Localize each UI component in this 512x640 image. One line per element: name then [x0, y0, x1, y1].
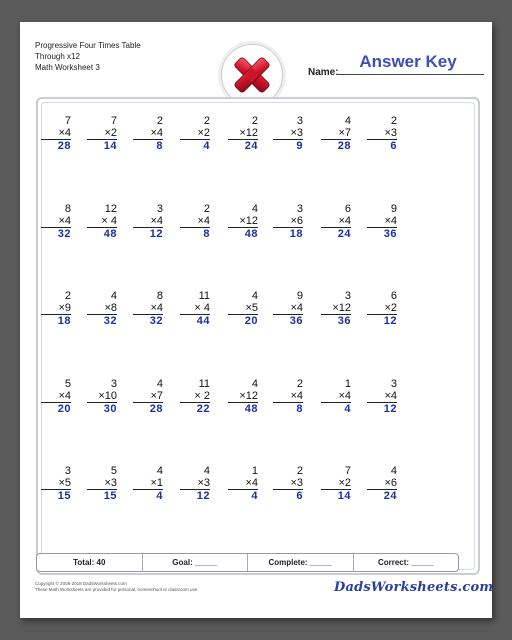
problem	[133, 203, 163, 241]
problem-multiplier: ×3	[273, 127, 303, 140]
red-x-icon	[230, 53, 274, 97]
problem-top-number: 7	[344, 465, 351, 477]
name-underline	[338, 74, 484, 75]
problem-answer: 15	[103, 490, 117, 502]
problem-answer: 12	[196, 490, 210, 502]
problem-top-number: 12	[104, 203, 117, 215]
problem-answer: 36	[383, 228, 397, 240]
problem-multiplier: ×4	[321, 390, 351, 403]
problem-top-number: 6	[344, 203, 351, 215]
problem-multiplier: ×3	[180, 477, 210, 490]
problem-top-number: 2	[296, 378, 303, 390]
problem	[133, 290, 163, 328]
worksheet-title	[35, 40, 141, 73]
problem-multiplier: ×5	[41, 477, 71, 490]
problem-multiplier: ×2	[367, 302, 397, 315]
problem-top-number: 4	[156, 378, 163, 390]
problem-answer: 36	[289, 315, 303, 327]
problem-top-number: 9	[296, 290, 303, 302]
problem-top-number: 1	[344, 378, 351, 390]
problem	[41, 290, 71, 328]
problem-answer: 4	[344, 403, 351, 415]
problem-top-number: 4	[344, 115, 351, 127]
problem-answer: 18	[57, 315, 71, 327]
problem-answer: 48	[244, 228, 258, 240]
problem-answer: 14	[337, 490, 351, 502]
problem-multiplier: ×5	[228, 302, 258, 315]
problem	[273, 115, 303, 153]
problem-answer: 9	[296, 140, 303, 152]
problem-multiplier: ×1	[133, 477, 163, 490]
problem-multiplier: ×4	[228, 477, 258, 490]
problem-multiplier: ×4	[133, 215, 163, 228]
problem	[228, 378, 258, 416]
problem-answer: 32	[57, 228, 71, 240]
dadsworksheets-logo[interactable]: DadsWorksheets.com	[334, 580, 494, 595]
problem-multiplier: ×2	[321, 477, 351, 490]
problem-top-number: 3	[344, 290, 351, 302]
problem-top-number: 2	[390, 115, 397, 127]
problem	[367, 290, 397, 328]
problem-answer: 30	[103, 403, 117, 415]
problem-answer: 32	[103, 315, 117, 327]
problem-answer: 28	[337, 140, 351, 152]
problem-multiplier: ×4	[41, 215, 71, 228]
problem	[273, 203, 303, 241]
problem-multiplier: ×8	[87, 302, 117, 315]
problem-multiplier: ×4	[367, 215, 397, 228]
problem-multiplier: ×12	[228, 127, 258, 140]
problem-multiplier: ×12	[228, 215, 258, 228]
problem-answer: 12	[149, 228, 163, 240]
problem-top-number: 11	[198, 378, 210, 390]
problem	[367, 203, 397, 241]
problem-answer: 24	[337, 228, 351, 240]
problem-multiplier: × 2	[180, 390, 210, 403]
problem	[180, 465, 210, 503]
problem	[87, 465, 117, 503]
correct-cell: Correct: _____	[377, 558, 434, 567]
problem-multiplier: × 4	[87, 215, 117, 228]
problem-multiplier: ×4	[321, 215, 351, 228]
problem-top-number: 3	[390, 378, 397, 390]
problem	[180, 378, 210, 416]
problem-answer: 18	[289, 228, 303, 240]
problem-answer: 15	[57, 490, 71, 502]
problem-multiplier: ×7	[133, 390, 163, 403]
problem-top-number: 3	[156, 203, 163, 215]
problem-top-number: 4	[251, 203, 258, 215]
problem-answer: 24	[244, 140, 258, 152]
problem-answer: 28	[149, 403, 163, 415]
problem-top-number: 2	[203, 203, 210, 215]
problem-multiplier: ×7	[321, 127, 351, 140]
problem-top-number: 5	[64, 378, 71, 390]
problem-answer: 28	[57, 140, 71, 152]
problem	[273, 378, 303, 416]
problem-answer: 36	[337, 315, 351, 327]
problem-answer: 4	[251, 490, 258, 502]
problem-answer: 24	[383, 490, 397, 502]
problem-multiplier: ×4	[273, 302, 303, 315]
problem-answer: 6	[296, 490, 303, 502]
problem-answer: 22	[196, 403, 210, 415]
problem-multiplier: ×12	[228, 390, 258, 403]
problem-top-number: 9	[390, 203, 397, 215]
problem-top-number: 2	[156, 115, 163, 127]
problem-top-number: 2	[203, 115, 210, 127]
problem	[367, 115, 397, 153]
problem	[87, 115, 117, 153]
problem	[133, 378, 163, 416]
problem-multiplier: ×9	[41, 302, 71, 315]
problem	[321, 203, 351, 241]
problem-multiplier: ×4	[133, 302, 163, 315]
problem	[321, 378, 351, 416]
copyright-text: Copyright © 2008-2018 DadsWorksheets.com	[35, 581, 127, 586]
problem-top-number: 4	[390, 465, 397, 477]
problem	[228, 465, 258, 503]
answer-key-text: Answer Key	[359, 52, 457, 71]
problem-multiplier: ×3	[273, 477, 303, 490]
problems-panel	[36, 97, 480, 575]
problem-answer: 6	[390, 140, 397, 152]
problem	[321, 290, 351, 328]
problem-top-number: 4	[251, 290, 258, 302]
problem-top-number: 3	[296, 115, 303, 127]
problem-multiplier: ×2	[87, 127, 117, 140]
complete-cell: Complete: _____	[248, 554, 354, 571]
problem	[41, 115, 71, 153]
problem-answer: 12	[383, 403, 397, 415]
problem-top-number: 4	[110, 290, 117, 302]
problem-answer: 4	[203, 140, 210, 152]
problem	[87, 203, 117, 241]
problem-multiplier: ×4	[367, 390, 397, 403]
problem	[273, 290, 303, 328]
problem-answer: 20	[244, 315, 258, 327]
problem	[228, 203, 258, 241]
problem	[228, 290, 258, 328]
problem-top-number: 2	[251, 115, 258, 127]
problem-multiplier: ×4	[41, 127, 71, 140]
worksheet-page	[20, 22, 492, 618]
problem-top-number: 6	[390, 290, 397, 302]
problem	[180, 203, 210, 241]
problem-multiplier: ×6	[367, 477, 397, 490]
title-line-2: Through x12	[35, 52, 80, 61]
problem-top-number: 5	[110, 465, 117, 477]
title-line-3: Math Worksheet 3	[35, 63, 100, 72]
problem-multiplier: ×3	[87, 477, 117, 490]
footer-text	[35, 581, 199, 593]
problem-answer: 48	[244, 403, 258, 415]
problem-multiplier: ×4	[41, 390, 71, 403]
problem	[41, 378, 71, 416]
problem	[133, 465, 163, 503]
problem-multiplier: ×4	[180, 215, 210, 228]
problem-answer: 48	[103, 228, 117, 240]
problem-answer: 32	[149, 315, 163, 327]
name-label: Name:	[308, 67, 339, 78]
problem-top-number: 8	[156, 290, 163, 302]
problem	[321, 115, 351, 153]
problem-top-number: 3	[110, 378, 117, 390]
goal-cell: Goal: _____	[143, 554, 249, 571]
problem-multiplier: ×12	[321, 302, 351, 315]
problem	[133, 115, 163, 153]
problem	[321, 465, 351, 503]
problem-top-number: 2	[64, 290, 71, 302]
problem	[41, 465, 71, 503]
problem-top-number: 4	[156, 465, 163, 477]
problem-top-number: 7	[64, 115, 71, 127]
problem	[180, 290, 210, 328]
problem-top-number: 2	[296, 465, 303, 477]
problem-multiplier: × 4	[180, 302, 210, 315]
problem-answer: 14	[103, 140, 117, 152]
problem-top-number: 11	[198, 290, 210, 302]
usage-text: These Math Worksheets are provided for personal, homeschool or classroom use.	[35, 587, 199, 592]
problem	[367, 465, 397, 503]
problem-top-number: 4	[251, 378, 258, 390]
problem-answer: 8	[296, 403, 303, 415]
problem-top-number: 1	[251, 465, 258, 477]
problem	[41, 203, 71, 241]
problem-multiplier: ×2	[180, 127, 210, 140]
problem	[228, 115, 258, 153]
problem-top-number: 7	[110, 115, 117, 127]
problem-answer: 8	[203, 228, 210, 240]
problem	[180, 115, 210, 153]
problem-multiplier: ×4	[273, 390, 303, 403]
problem	[87, 378, 117, 416]
problem-answer: 12	[383, 315, 397, 327]
problem-answer: 4	[156, 490, 163, 502]
problem	[87, 290, 117, 328]
problem-top-number: 4	[203, 465, 210, 477]
title-line-1: Progressive Four Times Table	[35, 41, 141, 50]
total-cell: Total: 40	[37, 554, 143, 571]
problem-multiplier: ×4	[133, 127, 163, 140]
problem-multiplier: ×10	[87, 390, 117, 403]
problem-top-number: 3	[64, 465, 71, 477]
score-bar	[36, 553, 459, 572]
problem-top-number: 3	[296, 203, 303, 215]
problem-multiplier: ×6	[273, 215, 303, 228]
problem	[273, 465, 303, 503]
problem-answer: 44	[196, 315, 210, 327]
problem-multiplier: ×3	[367, 127, 397, 140]
problem-top-number: 8	[64, 203, 71, 215]
problem-answer: 8	[156, 140, 163, 152]
problem	[367, 378, 397, 416]
problem-answer: 20	[57, 403, 71, 415]
